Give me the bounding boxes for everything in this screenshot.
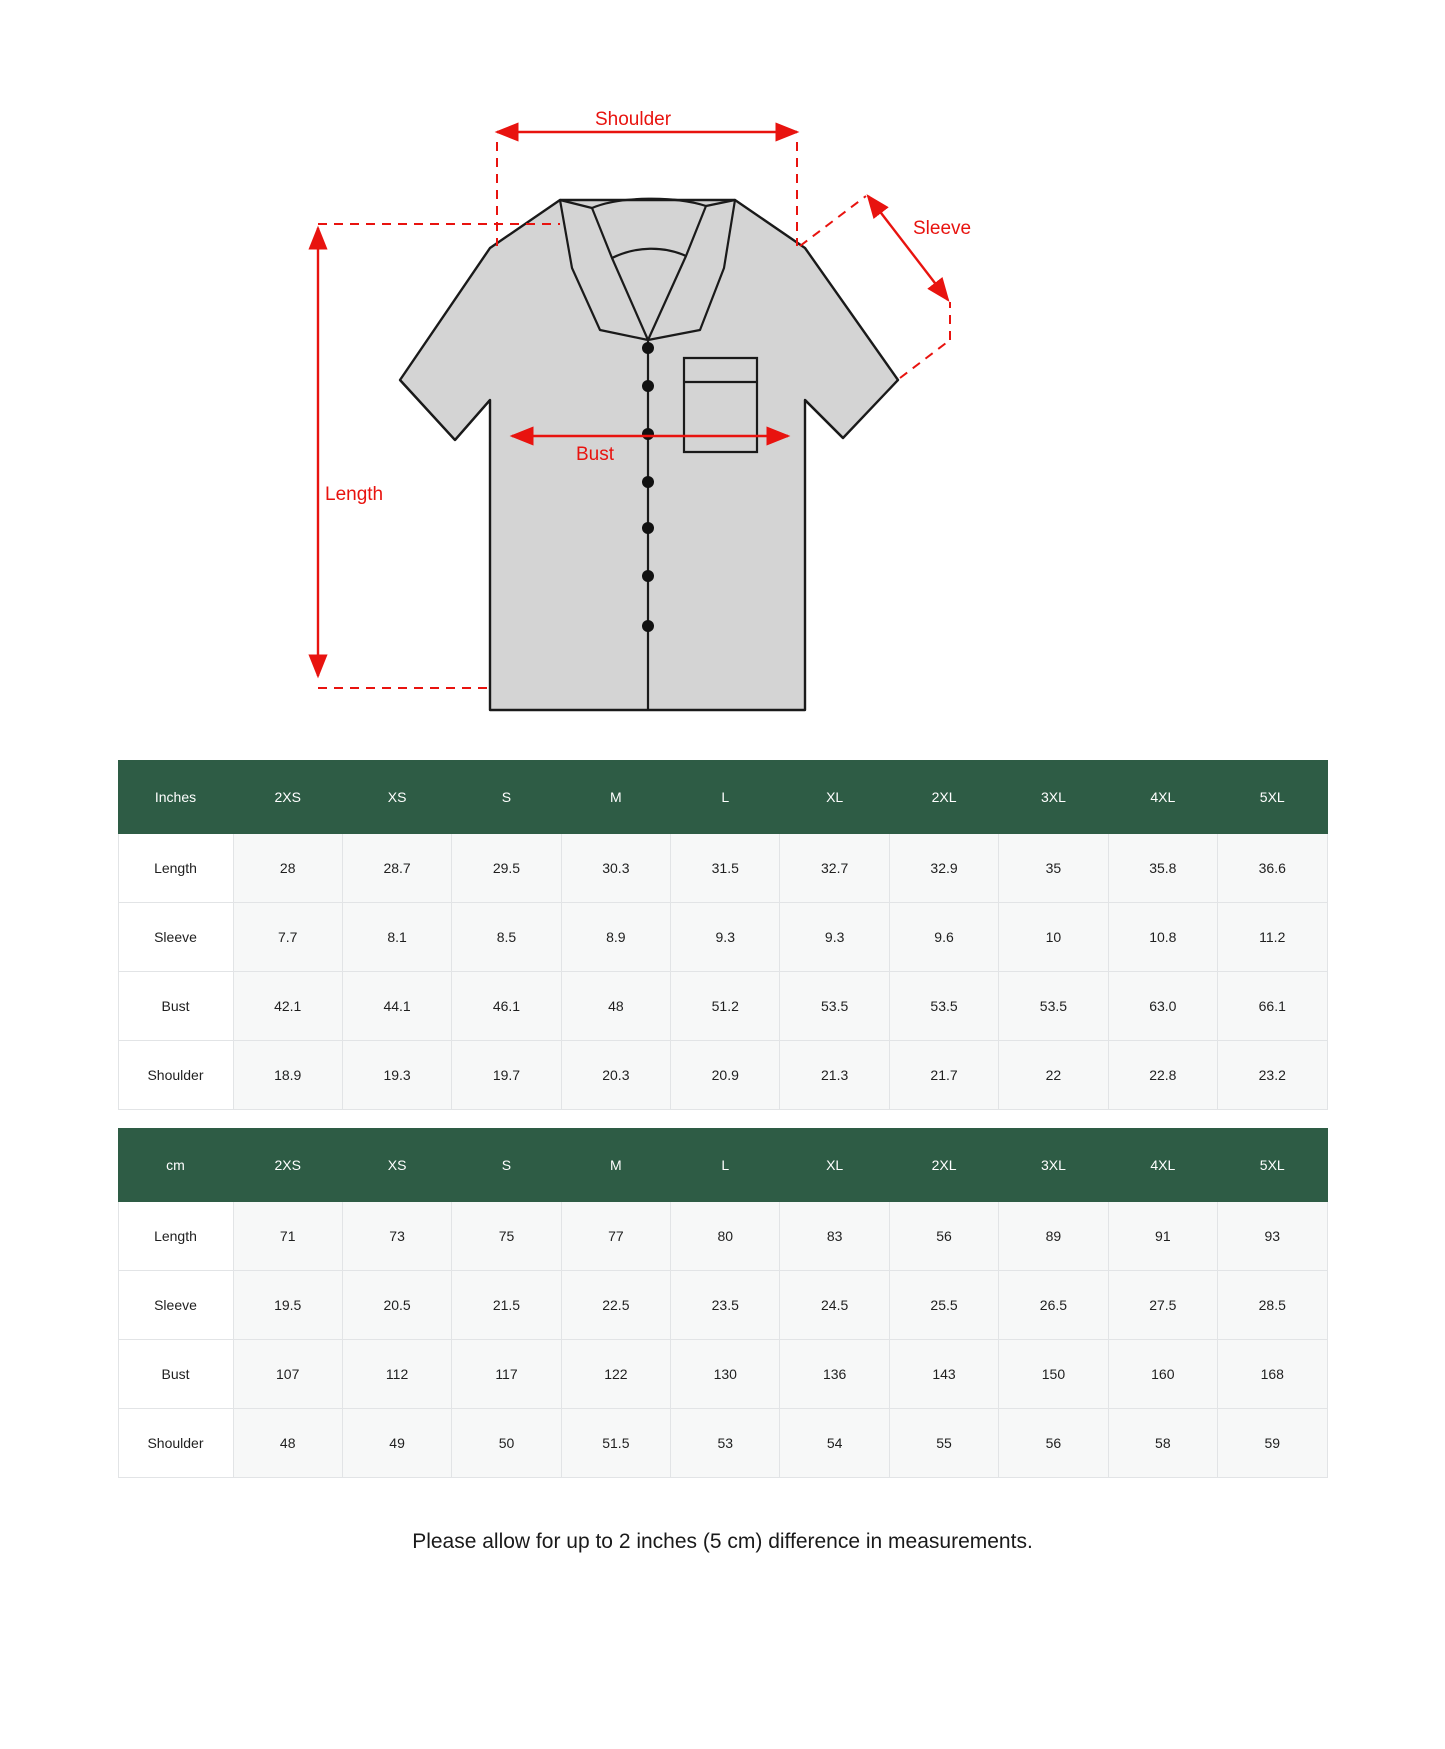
cell: 22.8: [1108, 1041, 1217, 1110]
cell: 28.5: [1218, 1271, 1327, 1340]
size-header-xl: XL: [780, 761, 889, 834]
size-header-m: M: [561, 1129, 670, 1202]
cell: 44.1: [342, 972, 451, 1041]
cell: 35.8: [1108, 834, 1217, 903]
size-header-xs: XS: [342, 1129, 451, 1202]
cell: 168: [1218, 1340, 1327, 1409]
cell: 32.7: [780, 834, 889, 903]
cell: 20.5: [342, 1271, 451, 1340]
table-header-row: [118, 1129, 1327, 1202]
table-row: [118, 834, 1327, 903]
label-sleeve: Sleeve: [913, 218, 972, 239]
row-label-length: Length: [118, 1202, 233, 1271]
size-header-2xs: 2XS: [233, 1129, 342, 1202]
size-header-3xl: 3XL: [999, 1129, 1108, 1202]
table-row: [118, 1202, 1327, 1271]
size-header-5xl: 5XL: [1218, 761, 1327, 834]
shirt-shape: [400, 199, 898, 710]
cell: 36.6: [1218, 834, 1327, 903]
cell: 42.1: [233, 972, 342, 1041]
cell: 58: [1108, 1409, 1217, 1478]
table-row: [118, 1409, 1327, 1478]
size-header-xl: XL: [780, 1129, 889, 1202]
cell: 21.5: [452, 1271, 561, 1340]
cell: 83: [780, 1202, 889, 1271]
cell: 32.9: [889, 834, 998, 903]
garment-measurement-diagram: [0, 0, 1445, 760]
cell: 27.5: [1108, 1271, 1217, 1340]
cell: 48: [561, 972, 670, 1041]
size-header-4xl: 4XL: [1108, 1129, 1217, 1202]
row-label-bust: Bust: [118, 1340, 233, 1409]
cell: 10.8: [1108, 903, 1217, 972]
cell: 20.3: [561, 1041, 670, 1110]
cell: 23.5: [671, 1271, 780, 1340]
cell: 107: [233, 1340, 342, 1409]
cell: 24.5: [780, 1271, 889, 1340]
cell: 93: [1218, 1202, 1327, 1271]
row-label-bust: Bust: [118, 972, 233, 1041]
measurement-disclaimer: Please allow for up to 2 inches (5 cm) difference in measurements.: [412, 1530, 1033, 1553]
cell: 29.5: [452, 834, 561, 903]
cell: 8.5: [452, 903, 561, 972]
cell: 19.3: [342, 1041, 451, 1110]
cell: 130: [671, 1340, 780, 1409]
label-length: Length: [325, 484, 384, 505]
cell: 56: [889, 1202, 998, 1271]
unit-header: Inches: [118, 761, 233, 834]
cell: 160: [1108, 1340, 1217, 1409]
cell: 10: [999, 903, 1108, 972]
cell: 28: [233, 834, 342, 903]
size-header-xs: XS: [342, 761, 451, 834]
cell: 51.2: [671, 972, 780, 1041]
cell: 73: [342, 1202, 451, 1271]
size-tables: [118, 760, 1328, 1478]
cell: 19.7: [452, 1041, 561, 1110]
cell: 75: [452, 1202, 561, 1271]
size-header-4xl: 4XL: [1108, 761, 1217, 834]
table-row: [118, 1340, 1327, 1409]
row-label-sleeve: Sleeve: [118, 903, 233, 972]
cell: 21.7: [889, 1041, 998, 1110]
cell: 55: [889, 1409, 998, 1478]
cell: 23.2: [1218, 1041, 1327, 1110]
cell: 136: [780, 1340, 889, 1409]
cell: 112: [342, 1340, 451, 1409]
size-table-inches: [118, 760, 1328, 1110]
size-header-s: S: [452, 1129, 561, 1202]
cell: 8.9: [561, 903, 670, 972]
cell: 117: [452, 1340, 561, 1409]
label-bust: Bust: [576, 444, 615, 465]
cell: 31.5: [671, 834, 780, 903]
cell: 56: [999, 1409, 1108, 1478]
cell: 71: [233, 1202, 342, 1271]
row-label-sleeve: Sleeve: [118, 1271, 233, 1340]
cell: 25.5: [889, 1271, 998, 1340]
label-shoulder: Shoulder: [595, 109, 672, 130]
cell: 22.5: [561, 1271, 670, 1340]
size-header-2xs: 2XS: [233, 761, 342, 834]
cell: 35: [999, 834, 1108, 903]
table-row: [118, 1041, 1327, 1110]
size-header-2xl: 2XL: [889, 761, 998, 834]
row-label-shoulder: Shoulder: [118, 1041, 233, 1110]
cell: 7.7: [233, 903, 342, 972]
cell: 21.3: [780, 1041, 889, 1110]
cell: 19.5: [233, 1271, 342, 1340]
size-table-cm: [118, 1128, 1328, 1478]
cell: 89: [999, 1202, 1108, 1271]
cell: 77: [561, 1202, 670, 1271]
cell: 122: [561, 1340, 670, 1409]
row-label-shoulder: Shoulder: [118, 1409, 233, 1478]
table-row: [118, 903, 1327, 972]
cell: 63.0: [1108, 972, 1217, 1041]
table-row: [118, 1271, 1327, 1340]
cell: 11.2: [1218, 903, 1327, 972]
cell: 51.5: [561, 1409, 670, 1478]
cell: 54: [780, 1409, 889, 1478]
cell: 80: [671, 1202, 780, 1271]
cell: 53.5: [889, 972, 998, 1041]
row-label-length: Length: [118, 834, 233, 903]
cell: 22: [999, 1041, 1108, 1110]
cell: 50: [452, 1409, 561, 1478]
table-header-row: [118, 761, 1327, 834]
size-header-m: M: [561, 761, 670, 834]
size-header-2xl: 2XL: [889, 1129, 998, 1202]
cell: 9.3: [671, 903, 780, 972]
cell: 26.5: [999, 1271, 1108, 1340]
cell: 91: [1108, 1202, 1217, 1271]
cell: 53.5: [780, 972, 889, 1041]
cell: 59: [1218, 1409, 1327, 1478]
cell: 18.9: [233, 1041, 342, 1110]
unit-header: cm: [118, 1129, 233, 1202]
cell: 49: [342, 1409, 451, 1478]
cell: 8.1: [342, 903, 451, 972]
cell: 30.3: [561, 834, 670, 903]
cell: 48: [233, 1409, 342, 1478]
cell: 9.6: [889, 903, 998, 972]
cell: 66.1: [1218, 972, 1327, 1041]
cell: 9.3: [780, 903, 889, 972]
cell: 53: [671, 1409, 780, 1478]
size-header-s: S: [452, 761, 561, 834]
cell: 46.1: [452, 972, 561, 1041]
size-header-5xl: 5XL: [1218, 1129, 1327, 1202]
cell: 20.9: [671, 1041, 780, 1110]
cell: 143: [889, 1340, 998, 1409]
shirt-illustration: [0, 0, 1445, 760]
cell: 150: [999, 1340, 1108, 1409]
size-header-l: L: [671, 761, 780, 834]
size-header-l: L: [671, 1129, 780, 1202]
cell: 53.5: [999, 972, 1108, 1041]
table-row: [118, 972, 1327, 1041]
cell: 28.7: [342, 834, 451, 903]
size-header-3xl: 3XL: [999, 761, 1108, 834]
